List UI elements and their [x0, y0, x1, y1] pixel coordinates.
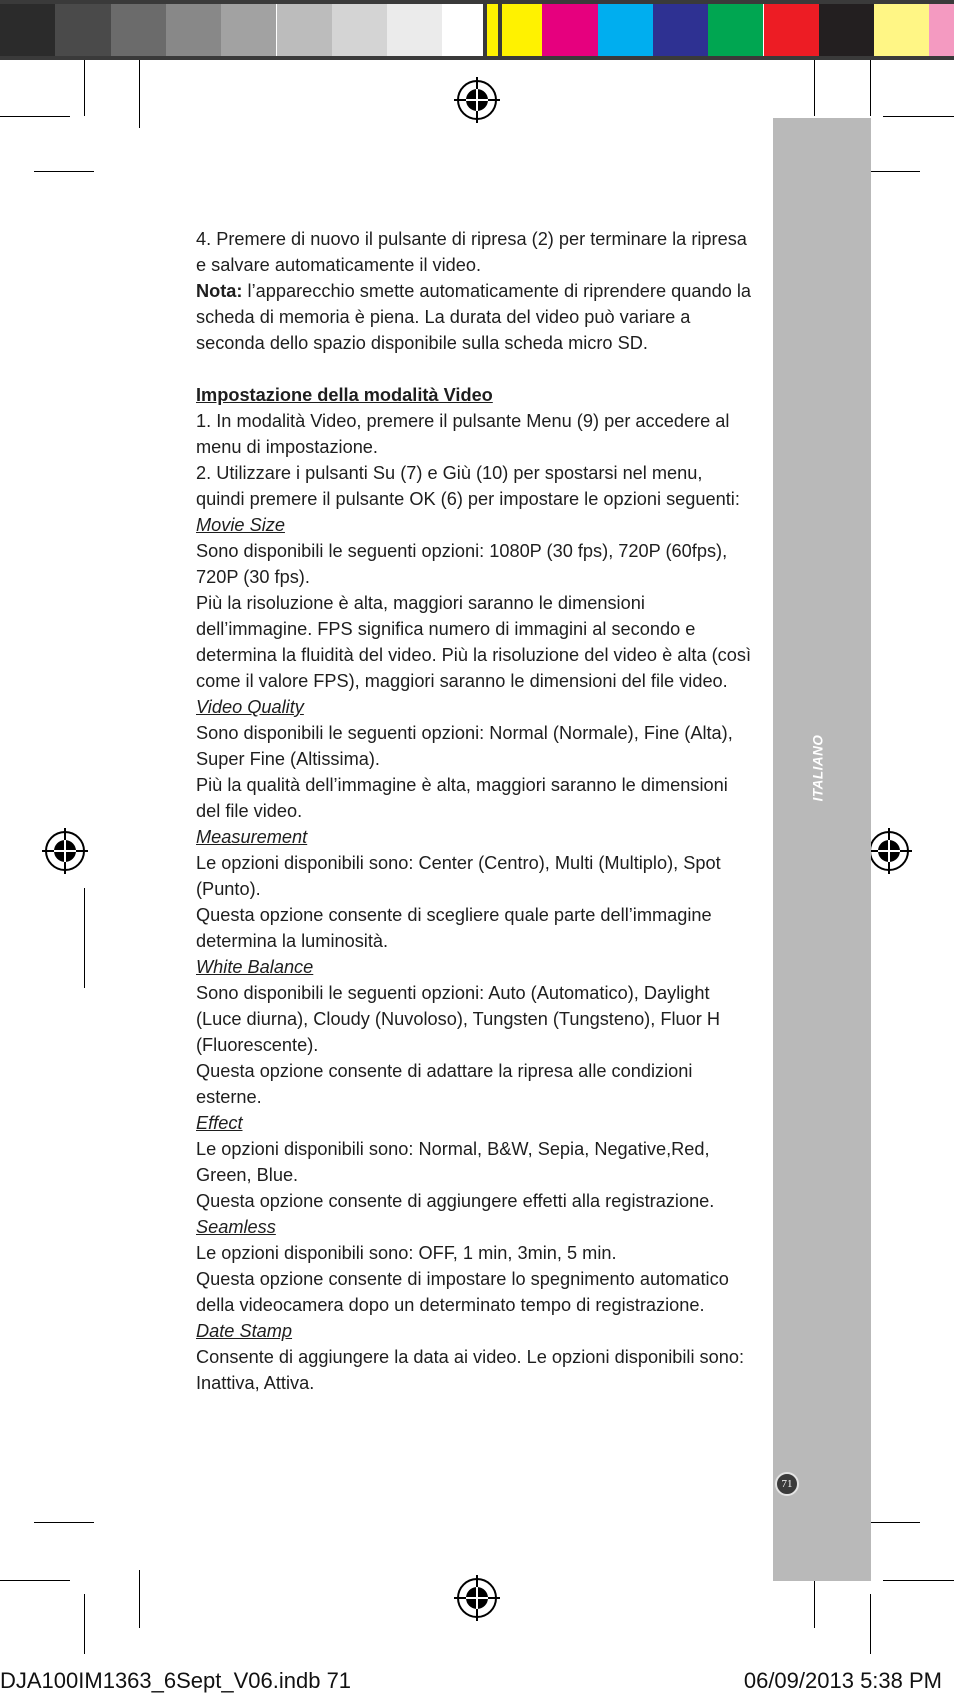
option-description: Consente di aggiungere la data ai video. Le opzioni disponibili sono: Inattiva, Attiva. [196, 1347, 745, 1393]
option-description: Più la risoluzione è alta, maggiori saranno le dimensioni dell’immagine. FPS significa numero di immagini al secondo e determina la fluidità del video. Più la risoluzione del video è alta (così come il valore FPS), maggiori saranno le dimensioni del file video. [196, 593, 752, 691]
option-title: Movie Size [196, 515, 285, 535]
option-description: Sono disponibili le seguenti opzioni: Auto (Automatico), Daylight (Luce diurna), Cloudy (Nuvoloso), Tungsten (Tungsteno), Fluor H (Fluorescente). [196, 983, 720, 1055]
color-swatch [708, 0, 763, 56]
color-swatch [332, 0, 387, 56]
option-title: Video Quality [196, 697, 304, 717]
footer-file-name: DJA100IM1363_6Sept_V06.indb 71 [0, 1668, 352, 1693]
option-description: Questa opzione consente di scegliere quale parte dell’immagine determina la luminosità. [196, 905, 712, 951]
color-swatch [111, 0, 166, 56]
option-description: Sono disponibili le seguenti opzioni: Normal (Normale), Fine (Alta), Super Fine (Altissima). [196, 723, 733, 769]
manual-text-column [196, 226, 756, 1396]
color-swatch [55, 0, 110, 56]
option-description: Le opzioni disponibili sono: Center (Centro), Multi (Multiplo), Spot (Punto). [196, 853, 721, 899]
option-description: Sono disponibili le seguenti opzioni: 1080P (30 fps), 720P (60fps), 720P (30 fps). [196, 541, 728, 587]
color-swatch [277, 0, 332, 56]
option-description: Più la qualità dell’immagine è alta, maggiori saranno le dimensioni del file video. [196, 775, 728, 821]
option-title: Measurement [196, 827, 308, 847]
footer-datetime: 06/09/2013 5:38 PM [743, 1668, 942, 1693]
color-swatch [221, 0, 276, 56]
color-swatch [0, 0, 55, 56]
section-heading: Impostazione della modalità Video [196, 385, 493, 405]
color-swatch [166, 0, 221, 56]
option-title: Date Stamp [196, 1321, 293, 1341]
color-swatch [653, 0, 708, 56]
option-description: Le opzioni disponibili sono: OFF, 1 min, 3min, 5 min. [196, 1243, 617, 1263]
color-swatch [929, 0, 954, 56]
option-title: Seamless [196, 1217, 276, 1237]
note-text: l’apparecchio smette automaticamente di riprendere quando la scheda di memoria è piena. La durata del video può variare a seconda dello spazio disponibile sulla scheda micro SD. [196, 281, 752, 353]
option-description: Questa opzione consente di adattare la ripresa alle condizioni esterne. [196, 1061, 693, 1107]
option-description: Questa opzione consente di impostare lo spegnimento automatico della videocamera dopo un determinato tempo di registrazione. [196, 1269, 729, 1315]
page-number-badge: 71 [775, 1472, 799, 1496]
color-calibration-bar [0, 0, 954, 60]
option-list [196, 512, 756, 1396]
note-paragraph [196, 278, 756, 356]
color-swatch [542, 0, 597, 56]
color-swatch [764, 0, 819, 56]
color-swatch [819, 0, 874, 56]
color-swatch [598, 0, 653, 56]
step-1: 1. In modalità Video, premere il pulsante Menu (9) per accedere al menu di impostazione. [196, 411, 730, 457]
color-swatch [387, 0, 442, 56]
color-swatch [487, 0, 542, 56]
paragraph-end-recording: 4. Premere di nuovo il pulsante di ripresa (2) per terminare la ripresa e salvare automaticamente il video. [196, 229, 747, 275]
registration-mark-right [866, 828, 912, 874]
language-side-tab [773, 118, 871, 1581]
option-description: Le opzioni disponibili sono: Normal, B&W, Sepia, Negative,Red, Green, Blue. [196, 1139, 710, 1185]
color-swatch [874, 0, 929, 56]
registration-mark-top [454, 77, 500, 123]
registration-mark-bottom [454, 1575, 500, 1621]
option-title: Effect [196, 1113, 243, 1133]
language-tab-label: ITALIANO [810, 734, 826, 802]
note-label: Nota: [196, 281, 243, 301]
option-title: White Balance [196, 957, 314, 977]
option-description: Questa opzione consente di aggiungere effetti alla registrazione. [196, 1191, 715, 1211]
step-2: 2. Utilizzare i pulsanti Su (7) e Giù (10) per spostarsi nel menu, quindi premere il pulsante OK (6) per impostare le opzioni seguenti: [196, 463, 740, 509]
registration-mark-left [42, 828, 88, 874]
